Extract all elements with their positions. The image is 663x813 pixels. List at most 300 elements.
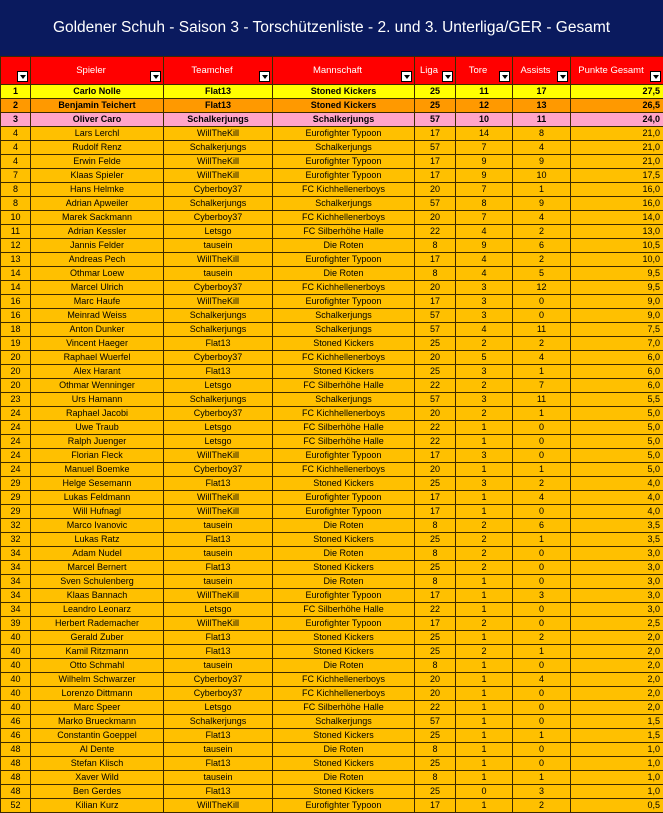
teamchef-cell[interactable]: Schalkerjungs: [164, 113, 273, 127]
liga-cell[interactable]: 20: [415, 351, 456, 365]
liga-cell[interactable]: 57: [415, 141, 456, 155]
mannschaft-cell[interactable]: Stoned Kickers: [273, 729, 415, 743]
liga-cell[interactable]: 22: [415, 225, 456, 239]
rank-cell[interactable]: 24: [1, 435, 31, 449]
liga-cell[interactable]: 8: [415, 267, 456, 281]
rank-cell[interactable]: 7: [1, 169, 31, 183]
rank-cell[interactable]: 52: [1, 799, 31, 813]
spieler-cell[interactable]: Gerald Zuber: [31, 631, 164, 645]
rank-cell[interactable]: 40: [1, 631, 31, 645]
filter-dropdown-icon[interactable]: [650, 71, 661, 82]
mannschaft-cell[interactable]: Die Roten: [273, 547, 415, 561]
rank-cell[interactable]: 24: [1, 449, 31, 463]
liga-cell[interactable]: 57: [415, 393, 456, 407]
rank-cell[interactable]: 48: [1, 785, 31, 799]
rank-cell[interactable]: 48: [1, 743, 31, 757]
liga-cell[interactable]: 25: [415, 477, 456, 491]
punkte-cell[interactable]: 7,5: [571, 323, 663, 337]
spieler-cell[interactable]: Raphael Wuerfel: [31, 351, 164, 365]
teamchef-cell[interactable]: WillTheKill: [164, 799, 273, 813]
assists-cell[interactable]: 11: [513, 113, 571, 127]
rank-cell[interactable]: 20: [1, 351, 31, 365]
spieler-cell[interactable]: Carlo Nolle: [31, 85, 164, 99]
teamchef-cell[interactable]: Cyberboy37: [164, 463, 273, 477]
spieler-cell[interactable]: Adam Nudel: [31, 547, 164, 561]
rank-cell[interactable]: 29: [1, 491, 31, 505]
liga-cell[interactable]: 8: [415, 771, 456, 785]
tore-cell[interactable]: 3: [456, 449, 513, 463]
assists-cell[interactable]: 11: [513, 393, 571, 407]
assists-cell[interactable]: 0: [513, 309, 571, 323]
mannschaft-cell[interactable]: Stoned Kickers: [273, 477, 415, 491]
tore-cell[interactable]: 1: [456, 505, 513, 519]
tore-cell[interactable]: 12: [456, 99, 513, 113]
teamchef-cell[interactable]: Cyberboy37: [164, 407, 273, 421]
rank-cell[interactable]: 8: [1, 183, 31, 197]
liga-cell[interactable]: 17: [415, 491, 456, 505]
rank-cell[interactable]: 8: [1, 197, 31, 211]
assists-cell[interactable]: 1: [513, 365, 571, 379]
teamchef-cell[interactable]: tausein: [164, 267, 273, 281]
teamchef-cell[interactable]: Letsgo: [164, 701, 273, 715]
tore-cell[interactable]: 2: [456, 533, 513, 547]
rank-cell[interactable]: 48: [1, 771, 31, 785]
liga-cell[interactable]: 8: [415, 659, 456, 673]
tore-cell[interactable]: 3: [456, 295, 513, 309]
liga-cell[interactable]: 25: [415, 85, 456, 99]
mannschaft-cell[interactable]: Eurofighter Typoon: [273, 491, 415, 505]
punkte-cell[interactable]: 3,0: [571, 561, 663, 575]
assists-cell[interactable]: 1: [513, 463, 571, 477]
teamchef-cell[interactable]: Letsgo: [164, 225, 273, 239]
tore-cell[interactable]: 1: [456, 491, 513, 505]
tore-cell[interactable]: 10: [456, 113, 513, 127]
punkte-cell[interactable]: 2,0: [571, 631, 663, 645]
mannschaft-cell[interactable]: Die Roten: [273, 239, 415, 253]
tore-cell[interactable]: 1: [456, 589, 513, 603]
rank-cell[interactable]: 4: [1, 127, 31, 141]
mannschaft-cell[interactable]: Die Roten: [273, 771, 415, 785]
rank-cell[interactable]: 29: [1, 505, 31, 519]
assists-cell[interactable]: 0: [513, 449, 571, 463]
assists-cell[interactable]: 0: [513, 505, 571, 519]
spieler-cell[interactable]: Meinrad Weiss: [31, 309, 164, 323]
punkte-cell[interactable]: 9,0: [571, 309, 663, 323]
punkte-cell[interactable]: 26,5: [571, 99, 663, 113]
teamchef-cell[interactable]: tausein: [164, 659, 273, 673]
teamchef-cell[interactable]: Flat13: [164, 561, 273, 575]
punkte-cell[interactable]: 5,5: [571, 393, 663, 407]
punkte-cell[interactable]: 2,5: [571, 617, 663, 631]
teamchef-cell[interactable]: WillTheKill: [164, 617, 273, 631]
spieler-cell[interactable]: Will Hufnagl: [31, 505, 164, 519]
assists-cell[interactable]: 4: [513, 673, 571, 687]
filter-dropdown-icon[interactable]: [442, 71, 453, 82]
rank-cell[interactable]: 34: [1, 575, 31, 589]
tore-cell[interactable]: 2: [456, 617, 513, 631]
punkte-cell[interactable]: 16,0: [571, 197, 663, 211]
punkte-cell[interactable]: 27,5: [571, 85, 663, 99]
liga-cell[interactable]: 57: [415, 309, 456, 323]
tore-cell[interactable]: 1: [456, 729, 513, 743]
tore-cell[interactable]: 1: [456, 631, 513, 645]
liga-cell[interactable]: 25: [415, 645, 456, 659]
filter-dropdown-icon[interactable]: [150, 71, 161, 82]
tore-cell[interactable]: 1: [456, 463, 513, 477]
rank-cell[interactable]: 40: [1, 687, 31, 701]
teamchef-cell[interactable]: Cyberboy37: [164, 687, 273, 701]
rank-cell[interactable]: 34: [1, 589, 31, 603]
assists-cell[interactable]: 7: [513, 379, 571, 393]
tore-cell[interactable]: 14: [456, 127, 513, 141]
liga-cell[interactable]: 17: [415, 617, 456, 631]
punkte-cell[interactable]: 3,0: [571, 603, 663, 617]
liga-cell[interactable]: 25: [415, 561, 456, 575]
assists-cell[interactable]: 0: [513, 435, 571, 449]
spieler-cell[interactable]: Stefan Klisch: [31, 757, 164, 771]
punkte-cell[interactable]: 3,5: [571, 519, 663, 533]
spieler-cell[interactable]: Andreas Pech: [31, 253, 164, 267]
liga-cell[interactable]: 25: [415, 729, 456, 743]
rank-cell[interactable]: 24: [1, 463, 31, 477]
tore-cell[interactable]: 1: [456, 421, 513, 435]
spieler-cell[interactable]: Herbert Rademacher: [31, 617, 164, 631]
assists-cell[interactable]: 5: [513, 267, 571, 281]
mannschaft-cell[interactable]: FC Silberhöhe Halle: [273, 435, 415, 449]
assists-cell[interactable]: 4: [513, 211, 571, 225]
punkte-cell[interactable]: 2,0: [571, 687, 663, 701]
mannschaft-cell[interactable]: FC Kichhellenerboys: [273, 183, 415, 197]
spieler-cell[interactable]: Xaver Wild: [31, 771, 164, 785]
rank-cell[interactable]: 34: [1, 603, 31, 617]
tore-cell[interactable]: 3: [456, 281, 513, 295]
punkte-cell[interactable]: 9,5: [571, 281, 663, 295]
rank-cell[interactable]: 40: [1, 673, 31, 687]
spieler-cell[interactable]: Rudolf Renz: [31, 141, 164, 155]
rank-cell[interactable]: 40: [1, 645, 31, 659]
teamchef-cell[interactable]: Flat13: [164, 99, 273, 113]
punkte-cell[interactable]: 16,0: [571, 183, 663, 197]
punkte-cell[interactable]: 7,0: [571, 337, 663, 351]
punkte-cell[interactable]: 4,0: [571, 477, 663, 491]
rank-cell[interactable]: 14: [1, 267, 31, 281]
punkte-cell[interactable]: 0,5: [571, 799, 663, 813]
punkte-cell[interactable]: 6,0: [571, 351, 663, 365]
rank-cell[interactable]: 16: [1, 309, 31, 323]
assists-cell[interactable]: 1: [513, 533, 571, 547]
punkte-cell[interactable]: 5,0: [571, 449, 663, 463]
liga-cell[interactable]: 17: [415, 169, 456, 183]
liga-cell[interactable]: 20: [415, 687, 456, 701]
mannschaft-cell[interactable]: Eurofighter Typoon: [273, 589, 415, 603]
mannschaft-cell[interactable]: FC Kichhellenerboys: [273, 407, 415, 421]
liga-cell[interactable]: 17: [415, 127, 456, 141]
liga-cell[interactable]: 22: [415, 435, 456, 449]
teamchef-cell[interactable]: Schalkerjungs: [164, 309, 273, 323]
tore-cell[interactable]: 8: [456, 197, 513, 211]
mannschaft-cell[interactable]: Die Roten: [273, 659, 415, 673]
liga-cell[interactable]: 25: [415, 785, 456, 799]
mannschaft-cell[interactable]: Die Roten: [273, 743, 415, 757]
teamchef-cell[interactable]: Letsgo: [164, 603, 273, 617]
spieler-cell[interactable]: Urs Hamann: [31, 393, 164, 407]
mannschaft-cell[interactable]: Stoned Kickers: [273, 337, 415, 351]
liga-cell[interactable]: 22: [415, 379, 456, 393]
rank-cell[interactable]: 14: [1, 281, 31, 295]
tore-cell[interactable]: 1: [456, 659, 513, 673]
spieler-cell[interactable]: Helge Sesemann: [31, 477, 164, 491]
liga-cell[interactable]: 20: [415, 407, 456, 421]
assists-cell[interactable]: 10: [513, 169, 571, 183]
teamchef-cell[interactable]: tausein: [164, 519, 273, 533]
tore-cell[interactable]: 4: [456, 225, 513, 239]
rank-cell[interactable]: 19: [1, 337, 31, 351]
assists-cell[interactable]: 4: [513, 491, 571, 505]
mannschaft-cell[interactable]: Schalkerjungs: [273, 113, 415, 127]
tore-cell[interactable]: 11: [456, 85, 513, 99]
teamchef-cell[interactable]: Letsgo: [164, 379, 273, 393]
assists-cell[interactable]: 0: [513, 687, 571, 701]
assists-cell[interactable]: 2: [513, 253, 571, 267]
tore-cell[interactable]: 2: [456, 645, 513, 659]
tore-cell[interactable]: 7: [456, 183, 513, 197]
rank-cell[interactable]: 16: [1, 295, 31, 309]
punkte-cell[interactable]: 24,0: [571, 113, 663, 127]
filter-dropdown-icon[interactable]: [499, 71, 510, 82]
mannschaft-cell[interactable]: FC Silberhöhe Halle: [273, 225, 415, 239]
liga-cell[interactable]: 22: [415, 603, 456, 617]
assists-cell[interactable]: 0: [513, 603, 571, 617]
punkte-cell[interactable]: 1,0: [571, 757, 663, 771]
punkte-cell[interactable]: 6,0: [571, 379, 663, 393]
spieler-cell[interactable]: Manuel Boemke: [31, 463, 164, 477]
spieler-cell[interactable]: Lorenzo Dittmann: [31, 687, 164, 701]
teamchef-cell[interactable]: Flat13: [164, 365, 273, 379]
liga-cell[interactable]: 8: [415, 575, 456, 589]
mannschaft-cell[interactable]: Die Roten: [273, 519, 415, 533]
rank-cell[interactable]: 40: [1, 701, 31, 715]
teamchef-cell[interactable]: WillTheKill: [164, 589, 273, 603]
spieler-cell[interactable]: Marco Ivanovic: [31, 519, 164, 533]
mannschaft-cell[interactable]: Stoned Kickers: [273, 785, 415, 799]
liga-cell[interactable]: 8: [415, 239, 456, 253]
spieler-cell[interactable]: Marko Brueckmann: [31, 715, 164, 729]
assists-cell[interactable]: 4: [513, 141, 571, 155]
mannschaft-cell[interactable]: Stoned Kickers: [273, 561, 415, 575]
punkte-cell[interactable]: 1,0: [571, 771, 663, 785]
liga-cell[interactable]: 8: [415, 547, 456, 561]
liga-cell[interactable]: 22: [415, 701, 456, 715]
assists-cell[interactable]: 1: [513, 771, 571, 785]
assists-cell[interactable]: 2: [513, 337, 571, 351]
spieler-cell[interactable]: Benjamin Teichert: [31, 99, 164, 113]
spieler-cell[interactable]: Lukas Ratz: [31, 533, 164, 547]
mannschaft-cell[interactable]: Die Roten: [273, 267, 415, 281]
assists-cell[interactable]: 2: [513, 225, 571, 239]
rank-cell[interactable]: 24: [1, 421, 31, 435]
tore-cell[interactable]: 1: [456, 743, 513, 757]
spieler-cell[interactable]: Marcel Ulrich: [31, 281, 164, 295]
mannschaft-cell[interactable]: Eurofighter Typoon: [273, 449, 415, 463]
spieler-cell[interactable]: Ben Gerdes: [31, 785, 164, 799]
mannschaft-cell[interactable]: FC Silberhöhe Halle: [273, 701, 415, 715]
mannschaft-cell[interactable]: Schalkerjungs: [273, 141, 415, 155]
rank-cell[interactable]: 20: [1, 365, 31, 379]
tore-cell[interactable]: 1: [456, 673, 513, 687]
liga-cell[interactable]: 17: [415, 505, 456, 519]
tore-cell[interactable]: 2: [456, 519, 513, 533]
punkte-cell[interactable]: 2,0: [571, 645, 663, 659]
rank-cell[interactable]: 2: [1, 99, 31, 113]
punkte-cell[interactable]: 14,0: [571, 211, 663, 225]
teamchef-cell[interactable]: tausein: [164, 547, 273, 561]
liga-cell[interactable]: 20: [415, 183, 456, 197]
liga-cell[interactable]: 25: [415, 365, 456, 379]
liga-cell[interactable]: 17: [415, 253, 456, 267]
assists-cell[interactable]: 0: [513, 421, 571, 435]
teamchef-cell[interactable]: Cyberboy37: [164, 211, 273, 225]
spieler-cell[interactable]: Leandro Leonarz: [31, 603, 164, 617]
filter-dropdown-icon[interactable]: [17, 71, 28, 82]
rank-cell[interactable]: 34: [1, 561, 31, 575]
liga-cell[interactable]: 25: [415, 533, 456, 547]
tore-cell[interactable]: 2: [456, 407, 513, 421]
rank-cell[interactable]: 12: [1, 239, 31, 253]
tore-cell[interactable]: 4: [456, 267, 513, 281]
rank-cell[interactable]: 23: [1, 393, 31, 407]
spieler-cell[interactable]: Kamil Ritzmann: [31, 645, 164, 659]
assists-cell[interactable]: 9: [513, 155, 571, 169]
teamchef-cell[interactable]: Letsgo: [164, 435, 273, 449]
teamchef-cell[interactable]: WillTheKill: [164, 253, 273, 267]
spieler-cell[interactable]: Lukas Feldmann: [31, 491, 164, 505]
mannschaft-cell[interactable]: Eurofighter Typoon: [273, 295, 415, 309]
punkte-cell[interactable]: 2,0: [571, 659, 663, 673]
mannschaft-cell[interactable]: FC Kichhellenerboys: [273, 687, 415, 701]
teamchef-cell[interactable]: Schalkerjungs: [164, 197, 273, 211]
teamchef-cell[interactable]: Flat13: [164, 337, 273, 351]
mannschaft-cell[interactable]: Eurofighter Typoon: [273, 505, 415, 519]
mannschaft-cell[interactable]: FC Kichhellenerboys: [273, 281, 415, 295]
assists-cell[interactable]: 0: [513, 715, 571, 729]
rank-cell[interactable]: 24: [1, 407, 31, 421]
punkte-cell[interactable]: 13,0: [571, 225, 663, 239]
spieler-cell[interactable]: Hans Helmke: [31, 183, 164, 197]
assists-cell[interactable]: 0: [513, 547, 571, 561]
assists-cell[interactable]: 4: [513, 351, 571, 365]
liga-cell[interactable]: 20: [415, 463, 456, 477]
teamchef-cell[interactable]: Flat13: [164, 533, 273, 547]
punkte-cell[interactable]: 3,5: [571, 533, 663, 547]
liga-cell[interactable]: 17: [415, 799, 456, 813]
punkte-cell[interactable]: 17,5: [571, 169, 663, 183]
tore-cell[interactable]: 0: [456, 785, 513, 799]
teamchef-cell[interactable]: tausein: [164, 771, 273, 785]
spieler-cell[interactable]: Vincent Haeger: [31, 337, 164, 351]
assists-cell[interactable]: 8: [513, 127, 571, 141]
liga-cell[interactable]: 25: [415, 99, 456, 113]
liga-cell[interactable]: 25: [415, 757, 456, 771]
mannschaft-cell[interactable]: Eurofighter Typoon: [273, 253, 415, 267]
teamchef-cell[interactable]: Flat13: [164, 645, 273, 659]
teamchef-cell[interactable]: tausein: [164, 743, 273, 757]
spieler-cell[interactable]: Oliver Caro: [31, 113, 164, 127]
punkte-cell[interactable]: 21,0: [571, 127, 663, 141]
teamchef-cell[interactable]: WillTheKill: [164, 491, 273, 505]
rank-cell[interactable]: 11: [1, 225, 31, 239]
spieler-cell[interactable]: Marek Sackmann: [31, 211, 164, 225]
spieler-cell[interactable]: Lars Lerchl: [31, 127, 164, 141]
teamchef-cell[interactable]: Cyberboy37: [164, 183, 273, 197]
rank-cell[interactable]: 3: [1, 113, 31, 127]
tore-cell[interactable]: 3: [456, 477, 513, 491]
assists-cell[interactable]: 11: [513, 323, 571, 337]
punkte-cell[interactable]: 3,0: [571, 547, 663, 561]
rank-cell[interactable]: 18: [1, 323, 31, 337]
mannschaft-cell[interactable]: Stoned Kickers: [273, 85, 415, 99]
tore-cell[interactable]: 9: [456, 239, 513, 253]
assists-cell[interactable]: 1: [513, 645, 571, 659]
spieler-cell[interactable]: Marcel Bernert: [31, 561, 164, 575]
spieler-cell[interactable]: Adrian Apweiler: [31, 197, 164, 211]
mannschaft-cell[interactable]: Stoned Kickers: [273, 365, 415, 379]
spieler-cell[interactable]: Otto Schmahl: [31, 659, 164, 673]
tore-cell[interactable]: 5: [456, 351, 513, 365]
assists-cell[interactable]: 17: [513, 85, 571, 99]
teamchef-cell[interactable]: tausein: [164, 239, 273, 253]
punkte-cell[interactable]: 9,5: [571, 267, 663, 281]
mannschaft-cell[interactable]: FC Silberhöhe Halle: [273, 603, 415, 617]
rank-cell[interactable]: 29: [1, 477, 31, 491]
assists-cell[interactable]: 13: [513, 99, 571, 113]
teamchef-cell[interactable]: Schalkerjungs: [164, 141, 273, 155]
rank-cell[interactable]: 32: [1, 533, 31, 547]
assists-cell[interactable]: 0: [513, 757, 571, 771]
liga-cell[interactable]: 17: [415, 449, 456, 463]
assists-cell[interactable]: 0: [513, 617, 571, 631]
punkte-cell[interactable]: 1,5: [571, 715, 663, 729]
spieler-cell[interactable]: Sven Schulenberg: [31, 575, 164, 589]
punkte-cell[interactable]: 3,0: [571, 589, 663, 603]
punkte-cell[interactable]: 9,0: [571, 295, 663, 309]
punkte-cell[interactable]: 5,0: [571, 463, 663, 477]
teamchef-cell[interactable]: Schalkerjungs: [164, 323, 273, 337]
tore-cell[interactable]: 1: [456, 771, 513, 785]
spieler-cell[interactable]: Alex Harant: [31, 365, 164, 379]
liga-cell[interactable]: 22: [415, 421, 456, 435]
rank-cell[interactable]: 48: [1, 757, 31, 771]
assists-cell[interactable]: 0: [513, 575, 571, 589]
liga-cell[interactable]: 20: [415, 211, 456, 225]
tore-cell[interactable]: 3: [456, 393, 513, 407]
teamchef-cell[interactable]: Cyberboy37: [164, 351, 273, 365]
spieler-cell[interactable]: Marc Haufe: [31, 295, 164, 309]
spieler-cell[interactable]: Klaas Spieler: [31, 169, 164, 183]
punkte-cell[interactable]: 2,0: [571, 673, 663, 687]
spieler-cell[interactable]: Othmar Loew: [31, 267, 164, 281]
rank-cell[interactable]: 34: [1, 547, 31, 561]
spieler-cell[interactable]: Jannis Felder: [31, 239, 164, 253]
rank-cell[interactable]: 39: [1, 617, 31, 631]
teamchef-cell[interactable]: Flat13: [164, 785, 273, 799]
assists-cell[interactable]: 6: [513, 519, 571, 533]
spieler-cell[interactable]: Kilian Kurz: [31, 799, 164, 813]
tore-cell[interactable]: 1: [456, 687, 513, 701]
teamchef-cell[interactable]: Flat13: [164, 757, 273, 771]
teamchef-cell[interactable]: WillTheKill: [164, 505, 273, 519]
mannschaft-cell[interactable]: FC Kichhellenerboys: [273, 351, 415, 365]
assists-cell[interactable]: 0: [513, 659, 571, 673]
